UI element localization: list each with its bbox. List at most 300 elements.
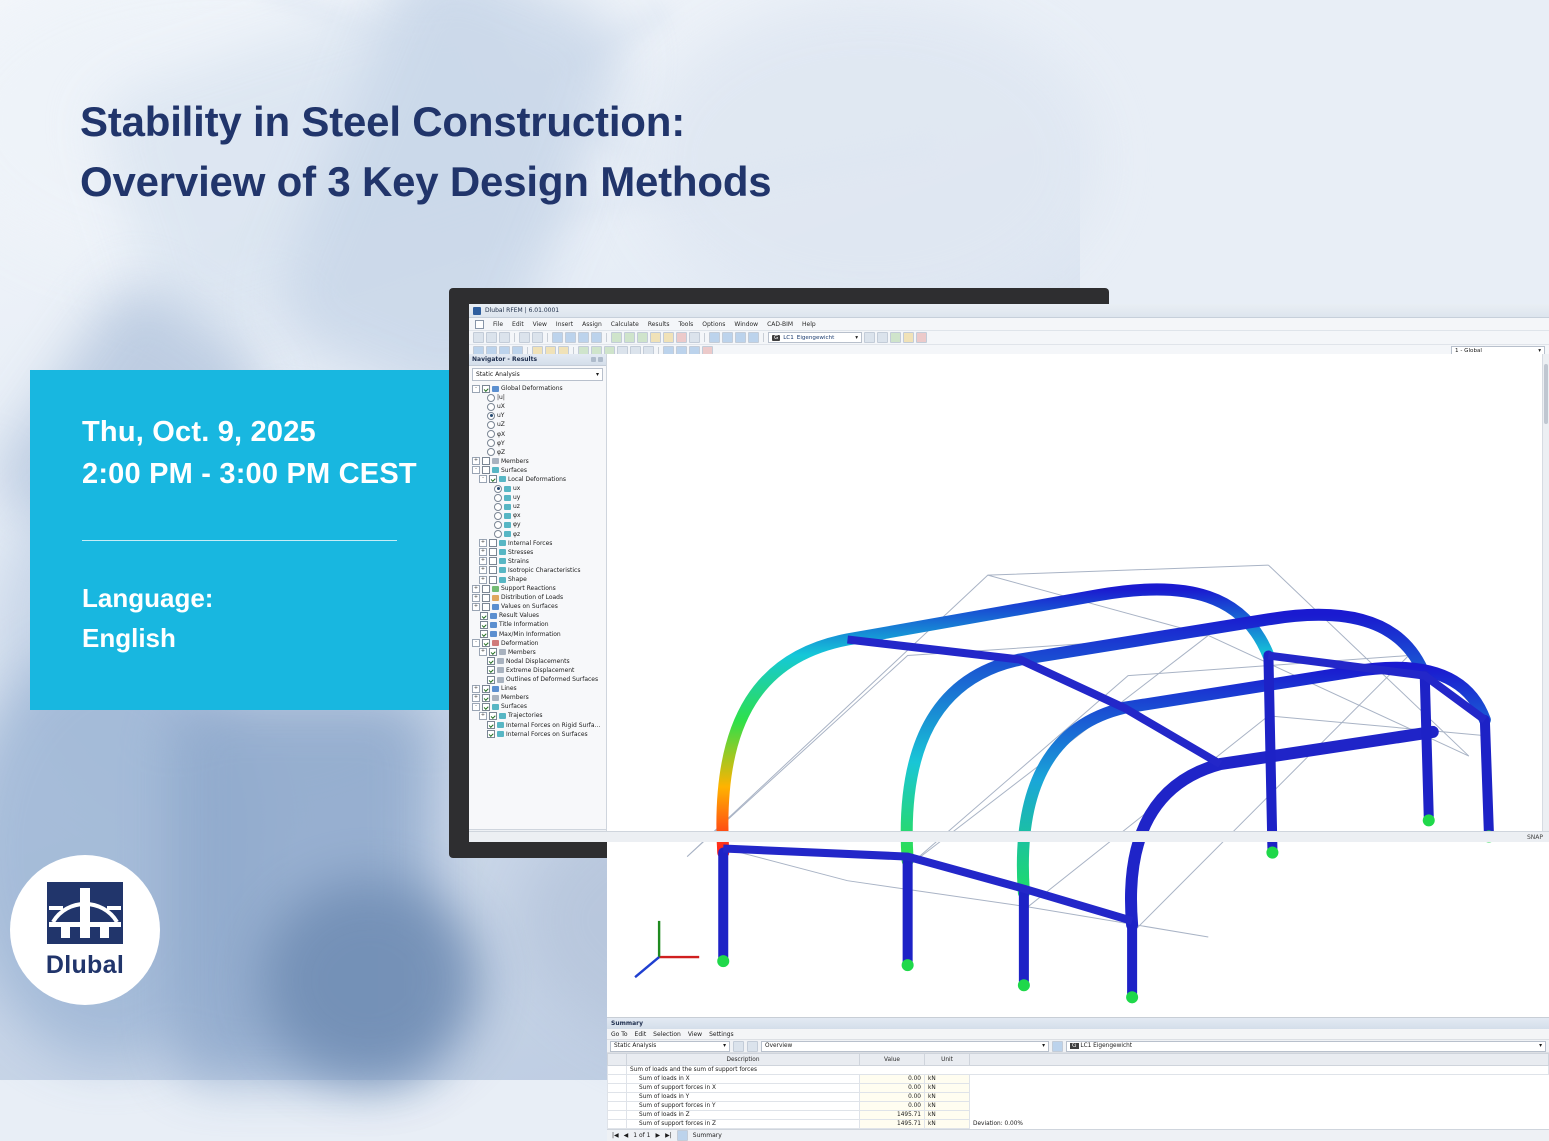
chevron-down-icon[interactable]: ▾ [1539,1043,1542,1050]
summary-view-selector[interactable] [761,1041,1049,1052]
summary-filter-icon[interactable] [1052,1041,1063,1052]
tree-item-label: Support Reactions [501,585,556,593]
summary-tab-label[interactable]: Summary [692,1132,722,1140]
expand-icon[interactable]: + [473,584,479,591]
tree-checkbox[interactable] [487,657,495,665]
summary-menu-goto[interactable]: Go To [611,1030,628,1038]
navigator-close-icon[interactable] [598,357,603,362]
table-row[interactable] [608,1120,1549,1129]
tree-checkbox[interactable] [487,721,495,729]
tree-checkbox[interactable] [482,466,490,474]
row-description: Sum of loads in Z [627,1111,860,1120]
tree-spacer [486,531,492,537]
chevron-down-icon[interactable]: ▾ [855,334,858,341]
tree-item-icon [504,495,511,501]
tree-item-icon [492,640,499,646]
main-toolbar[interactable] [469,331,1549,345]
tree-checkbox[interactable] [482,594,490,602]
tree-item-icon [499,558,506,564]
tree-spacer [479,677,485,683]
pan-icon[interactable] [565,332,576,343]
row-description: Sum of loads in X [627,1075,860,1084]
row-note [970,1093,1549,1102]
table-row[interactable] [608,1111,1549,1120]
table-row[interactable] [608,1093,1549,1102]
menu-window[interactable]: Window [734,320,759,328]
tree-item[interactable] [472,711,606,720]
tree-item[interactable] [472,639,606,648]
tree-item-icon [504,531,511,537]
tree-item-icon [499,549,506,555]
row-unit: kN [925,1102,970,1111]
summary-load-case-id: LC1 [1080,1043,1092,1050]
tree-item[interactable] [472,566,606,575]
event-date: Thu, Oct. 9, 2025 [82,416,316,448]
tree-item[interactable] [472,620,606,629]
render-mode-icon[interactable] [611,332,622,343]
expand-icon[interactable]: + [480,566,486,573]
row-value: 0.00 [860,1093,925,1102]
tree-spacer [472,622,478,628]
expand-icon[interactable]: + [480,548,486,555]
summary-analysis-value: Static Analysis [614,1043,657,1050]
prev-page-icon[interactable]: ◀ [623,1132,629,1140]
tree-checkbox[interactable] [487,730,495,738]
app-title: Dlubal RFEM | 6.01.0001 [485,307,560,314]
collapse-icon[interactable]: - [472,385,480,393]
summary-footer[interactable] [607,1129,1549,1141]
snap-status[interactable]: SNAP [1526,833,1543,841]
tree-item-icon [504,522,511,528]
tree-item[interactable] [472,648,606,657]
tree-spacer [486,486,492,492]
tree-item[interactable] [472,466,606,475]
summary-prev-icon[interactable] [733,1041,744,1052]
model-viewport[interactable] [607,354,1549,1140]
tree-item-label: Members [501,457,529,465]
expand-icon[interactable]: + [473,693,479,700]
table-row[interactable] [608,1102,1549,1111]
tree-item[interactable] [472,693,606,702]
tree-item-label: Distribution of Loads [501,594,564,602]
tree-radio[interactable] [494,530,502,538]
collapse-icon[interactable]: - [472,466,480,474]
view-selector-value: 1 - Global [1455,348,1482,354]
tree-item-label: Internal Forces on Surfaces [506,730,588,738]
tree-checkbox[interactable] [482,694,490,702]
tree-item-label: Title Information [499,621,549,629]
summary-menu[interactable] [607,1029,1549,1040]
zoom-icon[interactable] [552,332,563,343]
tree-radio[interactable] [487,430,495,438]
tree-item-label: Outlines of Deformed Surfaces [506,676,599,684]
rotate-icon[interactable] [578,332,589,343]
tree-radio[interactable] [487,421,495,429]
row-value: 0.00 [860,1075,925,1084]
load-case-name: Eigengewicht [796,334,835,341]
tree-item[interactable] [472,730,606,739]
tree-spacer [486,495,492,501]
tree-item-icon [497,667,504,673]
table-row[interactable] [608,1084,1549,1093]
tree-item[interactable] [472,548,606,557]
app-titlebar [469,304,1549,318]
expand-icon[interactable]: + [480,648,486,655]
tree-item-icon [497,658,504,664]
tree-spacer [479,667,485,673]
expand-icon[interactable]: + [473,602,479,609]
tree-checkbox[interactable] [489,557,497,565]
save-icon[interactable] [499,332,510,343]
row-unit: kN [925,1111,970,1120]
wireframe-icon[interactable] [624,332,635,343]
tree-radio[interactable] [494,512,502,520]
headline-line-1: Stability in Steel Construction: [80,98,685,145]
tree-item[interactable] [472,493,606,502]
tree-radio[interactable] [487,394,495,402]
tree-item-label: φZ [497,448,506,456]
row-index [608,1075,627,1084]
tree-item-icon [499,713,506,719]
app-body [469,354,1549,1140]
tree-item[interactable] [472,429,606,438]
supports-icon[interactable] [663,332,674,343]
tree-item[interactable] [472,448,606,457]
tree-radio[interactable] [494,494,502,502]
tree-checkbox[interactable] [489,539,497,547]
row-value: 1495.71 [860,1120,925,1129]
open-icon[interactable] [486,332,497,343]
tree-checkbox[interactable] [482,639,490,647]
tree-item[interactable] [472,402,606,411]
tree-item[interactable] [472,502,606,511]
col-index [608,1054,627,1066]
last-page-icon[interactable]: ▶| [665,1132,672,1140]
tree-item-label: Internal Forces on Rigid Surfa... [506,721,601,729]
expand-icon[interactable]: + [473,457,479,464]
tree-item[interactable] [472,611,606,620]
menu-results[interactable]: Results [647,320,670,328]
tree-item[interactable] [472,411,606,420]
redo-icon[interactable] [532,332,543,343]
tree-item[interactable] [472,511,606,520]
tree-item[interactable] [472,630,606,639]
color-scale-icon[interactable] [890,332,901,343]
tree-spacer [486,513,492,519]
tree-item[interactable] [472,393,606,402]
tree-item-icon [490,631,497,637]
divider [82,540,397,541]
summary-menu-edit[interactable]: Edit [634,1030,647,1038]
tree-item-icon [497,731,504,737]
tree-radio[interactable] [494,485,502,493]
prev-case-icon[interactable] [864,332,875,343]
dlubal-bridge-icon [47,882,123,944]
tree-item[interactable] [472,666,606,675]
tree-item-label: Surfaces [501,466,527,474]
row-note [970,1075,1549,1084]
next-case-icon[interactable] [877,332,888,343]
tree-item[interactable] [472,675,606,684]
tree-item-icon [492,686,499,692]
tree-checkbox[interactable] [480,621,488,629]
tree-spacer [486,504,492,510]
tree-item-label: Isotropic Characteristics [508,566,581,574]
load-case-selector[interactable] [768,332,862,343]
analysis-type-value: Static Analysis [476,371,520,378]
tree-checkbox[interactable] [482,685,490,693]
tree-item-label: uZ [497,421,505,429]
tree-checkbox[interactable] [480,630,488,638]
table-header-row [608,1054,1549,1066]
tree-spacer [472,631,478,637]
row-unit: kN [925,1093,970,1102]
tree-item[interactable] [472,475,606,484]
app-menu-icon[interactable] [475,320,484,329]
tree-checkbox[interactable] [489,712,497,720]
tree-checkbox[interactable] [489,475,497,483]
tree-item-icon [492,467,499,473]
menu-help[interactable]: Help [802,320,816,328]
row-index [608,1102,627,1111]
menu-calculate[interactable]: Calculate [610,320,639,328]
tree-item-label: Nodal Displacements [506,657,570,665]
tree-checkbox[interactable] [489,576,497,584]
row-index [608,1120,627,1129]
section-label: Sum of loads and the sum of support forces [627,1066,1549,1075]
tree-item-icon [499,567,506,573]
tree-item-icon [504,486,511,492]
row-unit: kN [925,1075,970,1084]
tree-item[interactable] [472,420,606,429]
row-note [970,1102,1549,1111]
tree-checkbox[interactable] [480,612,488,620]
summary-analysis-selector[interactable] [610,1041,730,1052]
tree-checkbox[interactable] [487,666,495,674]
tree-item-label: |u| [497,394,505,402]
tree-item-icon [492,386,499,392]
tree-item-icon [499,577,506,583]
row-description: Sum of support forces in Y [627,1102,860,1111]
summary-tab-icon[interactable] [677,1130,688,1141]
row-index [608,1093,627,1102]
tree-item-label: Members [508,648,536,656]
tree-item[interactable] [472,575,606,584]
col-unit: Unit [925,1054,970,1066]
tree-item-icon [490,622,497,628]
tree-spacer [479,431,485,437]
snap-icon[interactable] [735,332,746,343]
menu-assign[interactable]: Assign [582,320,602,328]
tree-item[interactable] [472,520,606,529]
navigator-panel [469,354,607,842]
tree-item-icon [492,704,499,710]
row-index [608,1111,627,1120]
tree-spacer [479,722,485,728]
expand-icon[interactable]: + [480,539,486,546]
tree-item-label: Strains [508,557,529,565]
tree-item-label: φy [513,521,521,529]
tree-item[interactable] [472,557,606,566]
tree-spacer [472,613,478,619]
row-note: Deviation: 0.00% [970,1120,1549,1129]
summary-menu-selection[interactable]: Selection [653,1030,681,1038]
tree-item-label: φx [513,512,521,520]
summary-load-case-selector[interactable] [1066,1041,1546,1052]
monitor [449,288,1543,1140]
tree-checkbox[interactable] [482,585,490,593]
tree-item-label: Members [501,694,529,702]
summary-toolbar[interactable] [607,1040,1549,1053]
chevron-down-icon[interactable]: ▾ [1042,1043,1045,1050]
tree-item-label: Values on Surfaces [501,603,558,611]
tree-checkbox[interactable] [482,457,490,465]
tree-item-label: Max/Min Information [499,630,561,638]
tree-radio[interactable] [494,503,502,511]
summary-menu-view[interactable]: View [687,1030,703,1038]
tree-item-label: Internal Forces [508,539,553,547]
menu-insert[interactable]: Insert [555,320,574,328]
tree-item-icon [497,722,504,728]
chevron-down-icon[interactable]: ▾ [723,1043,726,1050]
tree-item[interactable] [472,584,606,593]
tree-radio[interactable] [487,412,495,420]
tree-item-icon [492,604,499,610]
grid-icon[interactable] [748,332,759,343]
menu-edit[interactable]: Edit [512,320,524,328]
results-icon[interactable] [689,332,700,343]
tree-item[interactable] [472,384,606,393]
table-row[interactable] [608,1075,1549,1084]
next-page-icon[interactable]: ▶ [655,1132,661,1140]
menu-view[interactable]: View [532,320,547,328]
tree-item[interactable] [472,457,606,466]
row-unit: kN [925,1120,970,1129]
loads-icon[interactable] [650,332,661,343]
tree-item[interactable] [472,657,606,666]
menu-cad-bim[interactable]: CAD-BIM [767,320,794,328]
results-tree[interactable] [469,383,606,829]
summary-table[interactable] [607,1053,1549,1129]
row-value: 0.00 [860,1102,925,1111]
row-description: Sum of support forces in Z [627,1120,860,1129]
navigator-pin-icon[interactable] [591,357,596,362]
viewport-scrollbar[interactable] [1542,354,1549,842]
tree-spacer [479,731,485,737]
rfem-application [469,304,1549,1140]
tree-item[interactable] [472,684,606,693]
deformation-icon[interactable] [903,332,914,343]
analysis-type-selector[interactable] [472,368,603,381]
row-note [970,1111,1549,1120]
tree-item-label: Shape [508,576,527,584]
tree-spacer [479,422,485,428]
summary-next-icon[interactable] [747,1041,758,1052]
solid-icon[interactable] [637,332,648,343]
stress-icon[interactable] [916,332,927,343]
tree-item-label: uX [497,403,505,411]
menu-options[interactable]: Options [702,320,726,328]
tree-radio[interactable] [487,439,495,447]
tree-radio[interactable] [487,448,495,456]
scrollbar-thumb[interactable] [1544,364,1548,424]
tree-item[interactable] [472,702,606,711]
tree-item[interactable] [472,593,606,602]
chevron-down-icon[interactable]: ▾ [595,371,599,378]
tree-radio[interactable] [487,403,495,411]
summary-load-case-badge: G [1072,1043,1077,1050]
tree-item-icon [497,677,504,683]
row-description: Sum of support forces in X [627,1084,860,1093]
collapse-icon[interactable]: - [479,475,487,483]
expand-icon[interactable]: + [473,684,479,691]
tree-item-label: Extreme Displacement [506,666,575,674]
fit-view-icon[interactable] [591,332,602,343]
tree-checkbox[interactable] [489,648,497,656]
tree-spacer [479,395,485,401]
tree-item[interactable] [472,539,606,548]
collapse-icon[interactable]: - [472,703,480,711]
tree-item[interactable] [472,439,606,448]
measure-icon[interactable] [722,332,733,343]
tree-item-label: uy [513,494,521,502]
tree-item-icon [499,476,506,482]
tree-checkbox[interactable] [482,385,490,393]
tree-item-label: Local Deformations [508,475,567,483]
select-icon[interactable] [709,332,720,343]
tree-item[interactable] [472,602,606,611]
collapse-icon[interactable]: - [472,639,480,647]
language-value: English [82,623,176,653]
tree-checkbox[interactable] [489,548,497,556]
tree-item-label: φX [497,430,506,438]
expand-icon[interactable]: + [480,557,486,564]
undo-icon[interactable] [519,332,530,343]
tree-item[interactable] [472,720,606,729]
new-icon[interactable] [473,332,484,343]
headline-line-2: Overview of 3 Key Design Methods [80,157,772,205]
expand-icon[interactable]: + [480,575,486,582]
summary-title: Summary [607,1018,1549,1029]
tree-checkbox[interactable] [482,603,490,611]
menu-file[interactable]: File [493,320,504,328]
expand-icon[interactable]: + [480,711,486,718]
model-canvas[interactable] [607,354,1549,1017]
tree-item-icon [492,595,499,601]
tree-item[interactable] [472,530,606,539]
summary-menu-settings[interactable]: Settings [709,1030,734,1038]
tree-radio[interactable] [494,521,502,529]
expand-icon[interactable]: + [473,593,479,600]
col-note [970,1054,1549,1066]
calculate-icon[interactable] [676,332,687,343]
tree-item-icon [490,613,497,619]
tree-item-label: uz [513,503,520,511]
tree-checkbox[interactable] [489,566,497,574]
menu-bar[interactable] [469,318,1549,331]
first-page-icon[interactable]: |◀ [612,1132,619,1140]
tree-item[interactable] [472,484,606,493]
steel-frame-model [607,354,1549,1017]
tree-checkbox[interactable] [482,703,490,711]
chevron-down-icon[interactable]: ▾ [1538,348,1541,354]
app-icon [473,307,481,315]
tree-spacer [479,413,485,419]
load-case-id: LC1 [783,334,794,341]
tree-item-icon [504,513,511,519]
tree-checkbox[interactable] [487,676,495,684]
menu-tools[interactable]: Tools [678,320,694,328]
